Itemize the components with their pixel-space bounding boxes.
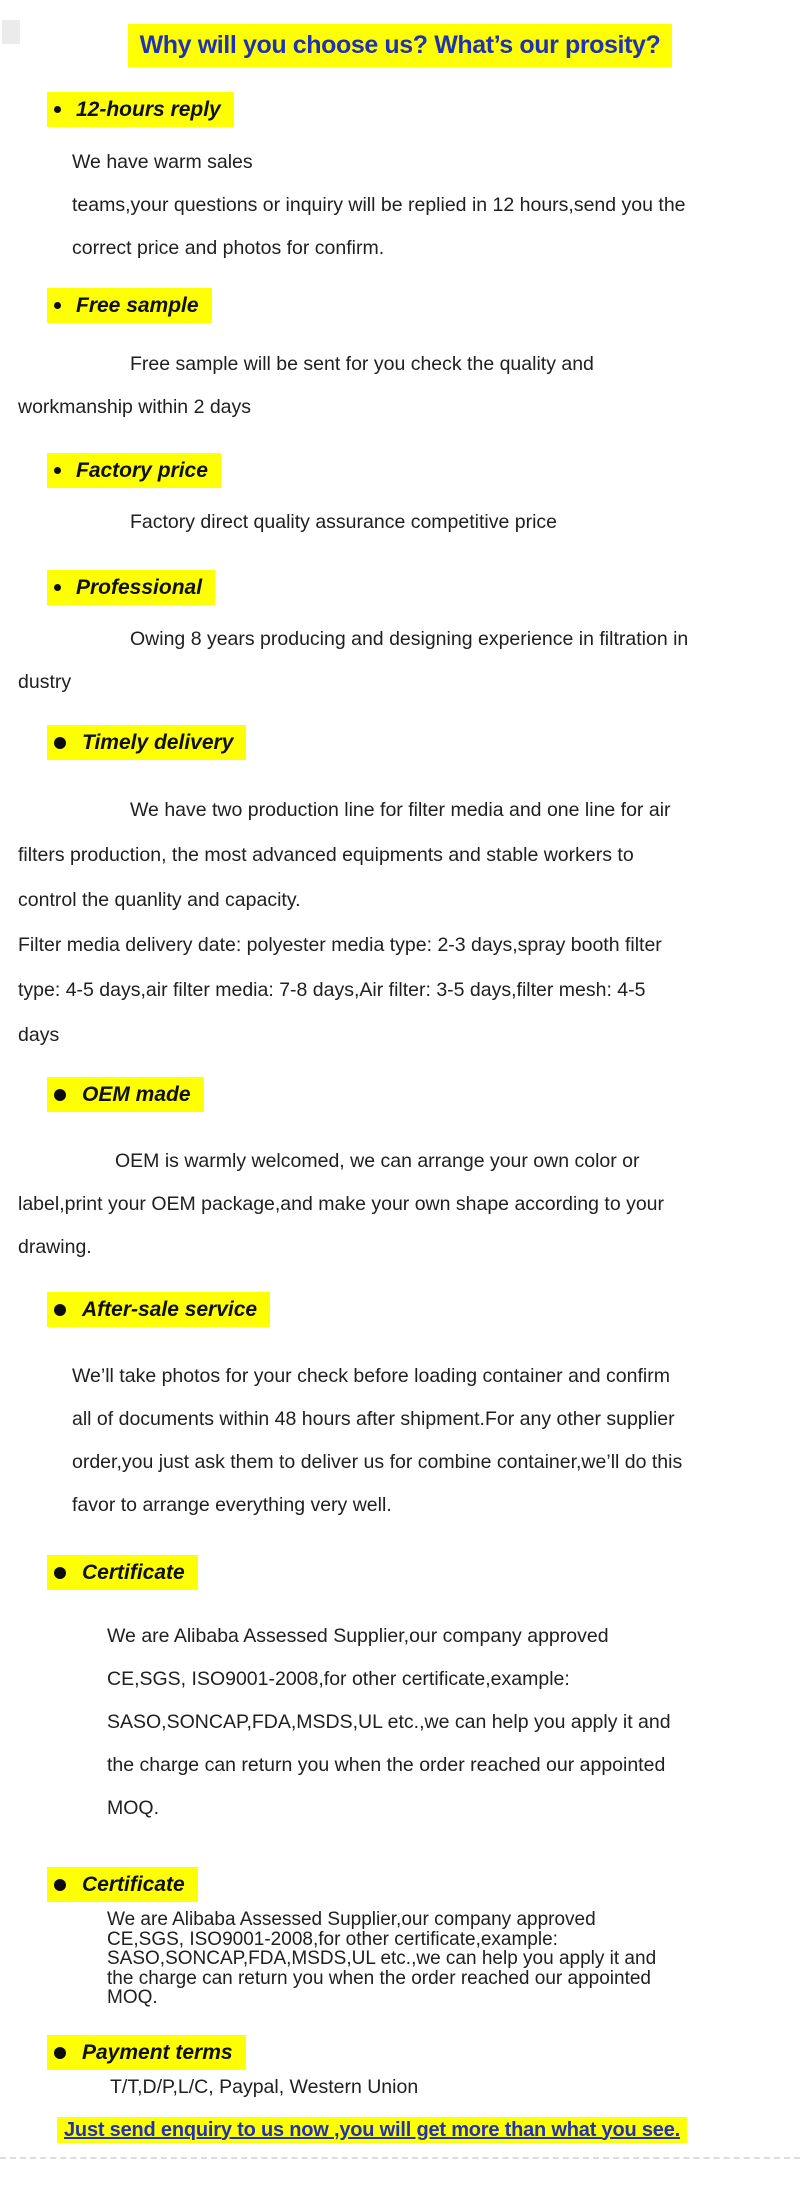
bullet-dot-icon bbox=[54, 302, 61, 309]
section-paragraph bbox=[0, 343, 800, 429]
bullet-circle-icon bbox=[54, 1567, 66, 1579]
paragraph-line: SASO,SONCAP,FDA,MSDS,UL etc.,we can help you apply it and bbox=[107, 1711, 671, 1733]
section-heading-label: Certificate bbox=[82, 1560, 185, 1584]
section-paragraph bbox=[0, 1615, 800, 1830]
paragraph-line: Factory direct quality assurance competitive price bbox=[130, 511, 558, 533]
section-heading-label: 12-hours reply bbox=[76, 97, 221, 121]
paragraph-line: teams,your questions or inquiry will be replied in 12 hours,send you the bbox=[72, 194, 686, 216]
paragraph-line: label,print your OEM package,and make your own shape according to your bbox=[18, 1193, 665, 1215]
bullet-circle-icon bbox=[54, 1304, 66, 1316]
paragraph-line: workmanship within 2 days bbox=[18, 396, 252, 418]
section-heading-label: Certificate bbox=[82, 1872, 185, 1896]
section-heading-free-sample bbox=[47, 288, 212, 323]
section-heading-label: OEM made bbox=[82, 1082, 191, 1106]
dashed-divider bbox=[0, 2157, 800, 2159]
section-heading-certificate-1 bbox=[47, 1555, 198, 1590]
paragraph-line: We have warm sales bbox=[72, 151, 253, 173]
section-paragraph bbox=[0, 788, 800, 1058]
page-title: Why will you choose us? What’s our prosity? bbox=[128, 24, 673, 67]
section-heading-professional bbox=[47, 570, 215, 605]
paragraph-line: We are Alibaba Assessed Supplier,our company approved bbox=[107, 1909, 596, 1930]
section-heading-after-sale-service bbox=[47, 1292, 270, 1327]
section-paragraph bbox=[0, 1140, 800, 1269]
paragraph-line: the charge can return you when the order reached our appointed bbox=[107, 1967, 651, 1989]
page-title-row bbox=[0, 24, 800, 67]
paragraph-line: filters production, the most advanced equipments and stable workers to bbox=[18, 844, 634, 866]
section-heading-label: Free sample bbox=[76, 293, 199, 317]
paragraph-line: T/T,D/P,L/C, Paypal, Western Union bbox=[110, 2076, 419, 2098]
paragraph-line: dustry bbox=[18, 671, 72, 693]
paragraph-line: We are Alibaba Assessed Supplier,our company approved bbox=[107, 1625, 609, 1647]
paragraph-line: Owing 8 years producing and designing experience in filtration in bbox=[130, 628, 689, 650]
paragraph-line: OEM is warmly welcomed, we can arrange your own color or bbox=[115, 1150, 640, 1172]
paragraph-line: We have two production line for filter media and one line for air bbox=[130, 799, 671, 821]
paragraph-line: CE,SGS, ISO9001-2008,for other certificate,example: bbox=[107, 1928, 558, 1950]
paragraph-line: days bbox=[18, 1024, 60, 1046]
paragraph-line: We’ll take photos for your check before loading container and confirm bbox=[72, 1365, 670, 1387]
paragraph-line: all of documents within 48 hours after shipment.For any other supplier bbox=[72, 1408, 675, 1430]
section-heading-payment-terms bbox=[47, 2035, 246, 2070]
section-paragraph bbox=[0, 141, 800, 270]
section-heading-label: After-sale service bbox=[82, 1297, 258, 1321]
section-heading-timely-delivery bbox=[47, 725, 246, 760]
bullet-dot-icon bbox=[54, 106, 61, 113]
section-heading-label: Timely delivery bbox=[82, 730, 234, 754]
bullet-circle-icon bbox=[54, 737, 66, 749]
section-paragraph bbox=[0, 2066, 800, 2109]
paragraph-line: drawing. bbox=[18, 1236, 92, 1258]
paragraph-line: correct price and photos for confirm. bbox=[72, 237, 385, 259]
paragraph-line: control the quanlity and capacity. bbox=[18, 889, 301, 911]
paragraph-line: MOQ. bbox=[107, 1987, 158, 2009]
paragraph-line: SASO,SONCAP,FDA,MSDS,UL etc.,we can help you apply it and bbox=[107, 1948, 657, 1970]
bullet-circle-icon bbox=[54, 2047, 66, 2059]
paragraph-line: Free sample will be sent for you check the quality and bbox=[130, 353, 594, 375]
section-heading-oem-made bbox=[47, 1077, 204, 1112]
footer-banner bbox=[57, 2117, 687, 2143]
paragraph-line: favor to arrange everything very well. bbox=[72, 1494, 392, 1516]
bullet-circle-icon bbox=[54, 1089, 66, 1101]
section-heading-12-hours-reply bbox=[47, 92, 234, 127]
paragraph-line: order,you just ask them to deliver us for combine container,we’ll do this bbox=[72, 1451, 683, 1473]
bullet-circle-icon bbox=[54, 1879, 66, 1891]
section-paragraph bbox=[0, 618, 800, 704]
paragraph-line: Filter media delivery date: polyester media type: 2-3 days,spray booth filter bbox=[18, 934, 662, 956]
section-heading-label: Professional bbox=[76, 575, 203, 599]
paragraph-line: MOQ. bbox=[107, 1797, 159, 1819]
paragraph-line: the charge can return you when the order reached our appointed bbox=[107, 1754, 666, 1776]
paragraph-line: type: 4-5 days,air filter media: 7-8 days,Air filter: 3-5 days,filter mesh: 4-5 bbox=[18, 979, 646, 1001]
bullet-dot-icon bbox=[54, 467, 61, 474]
section-heading-label: Factory price bbox=[76, 458, 208, 482]
bullet-dot-icon bbox=[54, 584, 61, 591]
section-paragraph bbox=[0, 1355, 800, 1527]
section-heading-certificate-2 bbox=[47, 1867, 198, 1902]
section-paragraph bbox=[0, 1910, 800, 2008]
section-paragraph bbox=[0, 501, 800, 544]
paragraph-line: CE,SGS, ISO9001-2008,for other certificate,example: bbox=[107, 1668, 570, 1690]
section-heading-label: Payment terms bbox=[82, 2040, 233, 2064]
section-heading-factory-price bbox=[47, 453, 221, 488]
footer-slogan: Just send enquiry to us now ,you will get more than what you see. bbox=[64, 2118, 680, 2141]
